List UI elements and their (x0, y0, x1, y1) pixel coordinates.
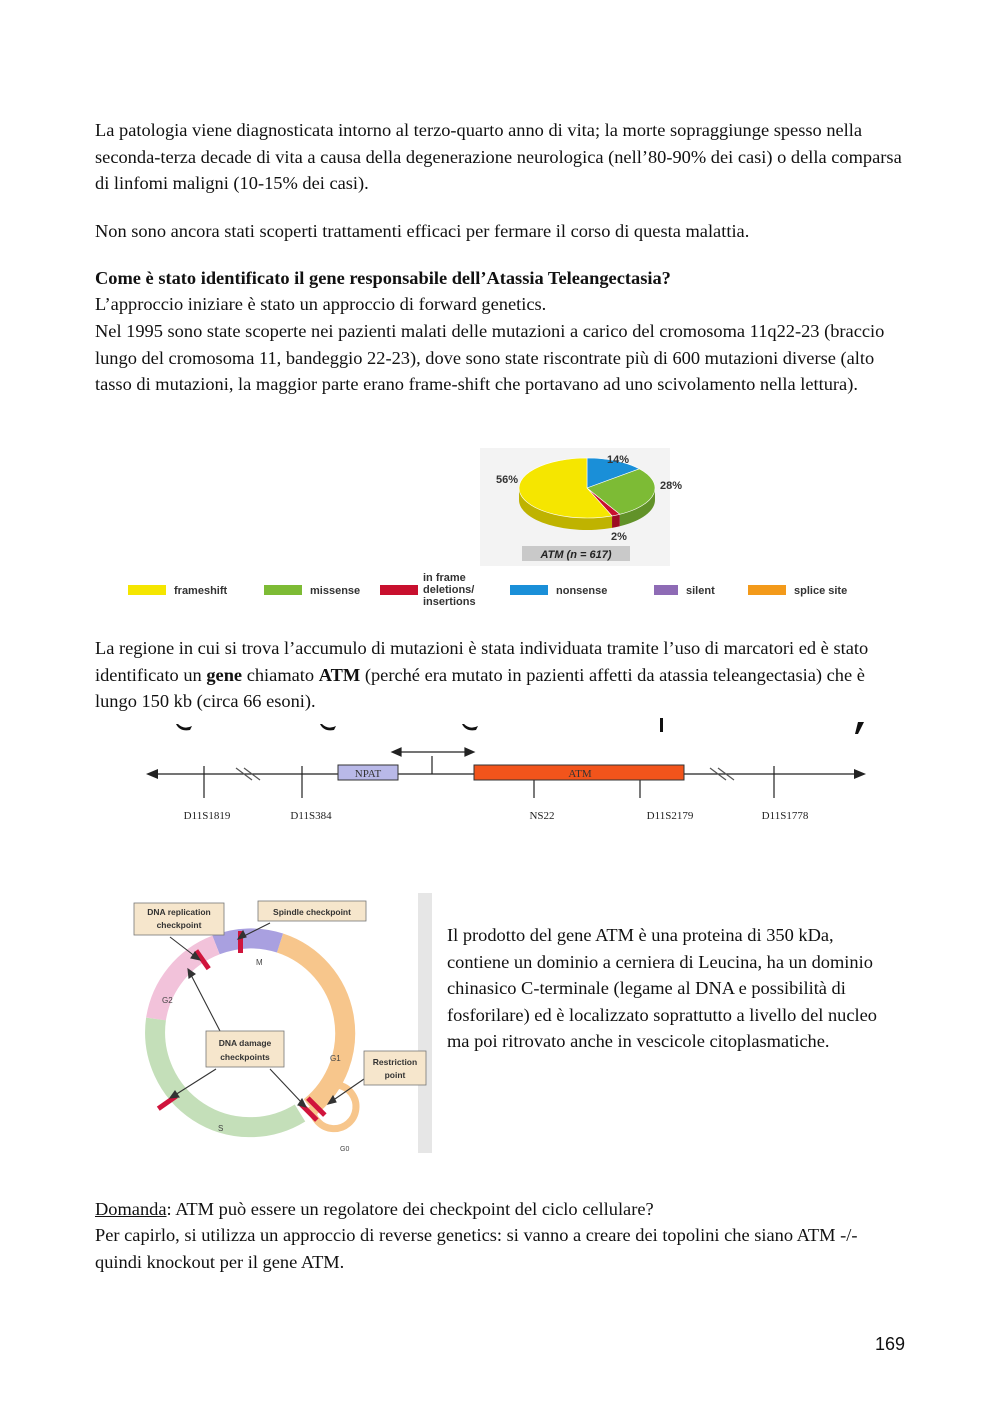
right-arrowhead (854, 769, 866, 779)
legend-swatch (128, 585, 166, 595)
paragraph-no-treatment: Non sono ancora stati scoperti trattamenti efficaci per fermare il corso di questa malattia. (95, 221, 750, 241)
legend-swatch (510, 585, 548, 595)
phase-label-s: S (218, 1124, 224, 1133)
phase-label-g1: G1 (330, 1054, 341, 1063)
bold-gene: gene (206, 664, 243, 685)
marker-label: D11S2179 (646, 810, 694, 822)
cell-cycle-figure (120, 893, 432, 1153)
restriction-label-line1: Restriction (372, 1057, 418, 1067)
bold-atm: ATM (318, 664, 361, 685)
legend-label: missense (310, 585, 361, 597)
section-heading: Come è stato identificato il gene responsabile dell’Atassia Teleangectasia? (95, 268, 671, 288)
legend-swatch (264, 585, 302, 595)
legend-swatch (380, 585, 418, 595)
pie-slice-side-in (612, 514, 620, 528)
mutation-pie-chart (120, 448, 870, 616)
dna-damage-label-line2: checkpoints (220, 1052, 270, 1062)
paragraph-prognosis: La patologia viene diagnosticata intorno al terzo-quarto anno di vita; la morte sopraggiunge spesso nella seconda-terza decade di vita a causa della degenerazione neurologica (nell’80-90% dei casi) o della comparsa di linfomi maligni (10-15% dei casi). (95, 120, 902, 193)
chart-title: ATM (n = 617) (540, 549, 612, 561)
question-label: Domanda (95, 1199, 167, 1219)
legend-label: frameshift (174, 585, 228, 597)
marker-label: D11S384 (290, 810, 332, 822)
bidirectional-promoter-arrow (392, 748, 474, 774)
text-fragment: La regione in cui si trova l’accumulo di mutazioni è stata individuata tramite l’uso di marcatori ed è stato identificato un (95, 638, 869, 685)
question-line (95, 1196, 907, 1223)
restriction-label-line2: point (384, 1070, 406, 1080)
pie-value-label: 56% (495, 474, 519, 486)
paragraph-reverse-genetics: Per capirlo, si utilizza un approccio di reverse genetics: si vanno a creare dei topolini che siano ATM -/- quindi knockout per il gene ATM. (95, 1225, 858, 1272)
pie-value-label: 28% (659, 480, 683, 492)
legend-label: deletions/ (423, 584, 475, 596)
legend-label: insertions (423, 596, 476, 608)
phase-label-g0: G0 (340, 1146, 350, 1153)
atm-gene-map (140, 718, 880, 830)
dna-replication-label-line1: DNA replication (147, 907, 211, 917)
text-fragment: chiamato (242, 664, 319, 685)
marker-label: D11S1778 (761, 810, 809, 822)
question-text: : ATM può essere un regolatore dei checkpoint del ciclo cellulare? (166, 1199, 654, 1219)
dna-replication-label-line2: checkpoint (156, 920, 202, 930)
text-fragment: (perché era mutato in pazienti affetti da atassia teleangectasia) che è lungo 150 kb (circa 66 esoni). (95, 664, 865, 711)
paragraph-atm-gene (95, 635, 907, 715)
pie-value-label: 2% (611, 531, 627, 543)
paragraph-atm-protein: Il prodotto del gene ATM è una proteina di 350 kDa, contiene un dominio a cerniera di Leucina, ha un dominio chinasico C-terminale (legame al DNA e possibilità di fosforilare) ed è localizzato soprattutto a livello del nucleo ma poi ritrovato anche in vescicole citoplasmatiche. (447, 925, 877, 1051)
legend-swatch (748, 585, 786, 595)
left-arrowhead (146, 769, 158, 779)
paragraph-forward-genetics: L’approccio iniziare è stato un approccio di forward genetics. (95, 294, 547, 314)
figure-edge-shade (418, 893, 432, 1153)
legend-label: nonsense (556, 585, 608, 597)
marker-label: D11S1819 (183, 810, 231, 822)
legend-label: silent (686, 585, 715, 597)
marker-label: NS22 (529, 810, 555, 822)
paragraph-mutations-1995: Nel 1995 sono state scoperte nei pazienti malati delle mutazioni a carico del cromosoma 11q22-23 (braccio lungo del cromosoma 11, bandeggio 22-23), dove sono state riscontrate più di 600 mutazioni diverse (alto tasso di mutazioni, la maggior parte erano frame-shift che portavano ad uno scivolamento nella lettura). (95, 321, 885, 394)
pie-value-label: 14% (606, 454, 630, 466)
atm-label: ATM (568, 768, 592, 780)
legend-label: in frame (423, 572, 466, 584)
legend-label: splice site (794, 585, 848, 597)
npat-label: NPAT (354, 768, 382, 780)
cropped-text-fragments (176, 718, 864, 734)
dna-damage-label-line1: DNA damage (218, 1038, 272, 1048)
m-phase-arc (216, 938, 280, 945)
legend-swatch (654, 585, 678, 595)
phase-label-m: M (256, 958, 263, 967)
page-number: 169 (874, 1334, 905, 1354)
phase-label-g2: G2 (162, 996, 173, 1005)
spindle-label: Spindle checkpoint (273, 907, 351, 917)
